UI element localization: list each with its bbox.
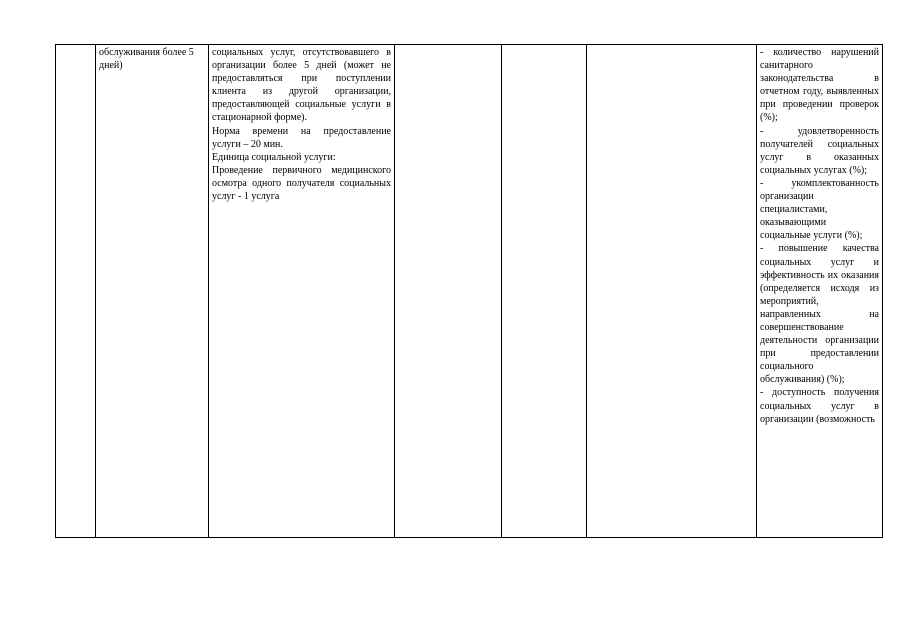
cell-number xyxy=(56,45,96,538)
cell-quality-indicators xyxy=(757,45,883,538)
description-paragraph: социальных услуг, отсутствовавшего в организации более 5 дней (может не предоставляться при поступлении клиента из другой организации, предоставляющей социальные услуги в стационарной форме). xyxy=(212,47,391,124)
indicator-item: - укомплектованность организации специалистами, оказывающими социальные услуги (%); xyxy=(760,177,879,242)
description-paragraph: Проведение первичного медицинского осмотра одного получателя социальных услуг - 1 услуга xyxy=(212,164,391,203)
indicator-item: - доступность получения социальных услуг в организации (возможность xyxy=(760,387,879,425)
indicator-item: - повышение качества социальных услуг и эффективность их оказания (определяется исходя из мероприятий, направленных на совершенствование деятельности организации при предоставлении социального обслуживания) (%); xyxy=(760,243,879,386)
cell-service-description xyxy=(209,45,395,538)
description-paragraph: Единица социальной услуги: xyxy=(212,151,336,163)
indicator-item: - количество нарушений санитарного законодательства в отчетном году, выявленных при проведении проверок (%); xyxy=(760,47,879,124)
table-row xyxy=(56,45,883,538)
cell-service-name xyxy=(96,45,209,538)
cell-empty-6 xyxy=(587,45,757,538)
indicator-item: - удовлетворенность получателей социальных услуг в оказанных социальных услугах (%); xyxy=(760,125,879,176)
cell-empty-4 xyxy=(395,45,502,538)
service-name-text: обслуживания более 5 дней) xyxy=(99,47,194,72)
cell-empty-5 xyxy=(502,45,587,538)
description-paragraph: Норма времени на предоставление услуги – 20 мин. xyxy=(212,125,391,150)
services-table xyxy=(55,44,883,538)
